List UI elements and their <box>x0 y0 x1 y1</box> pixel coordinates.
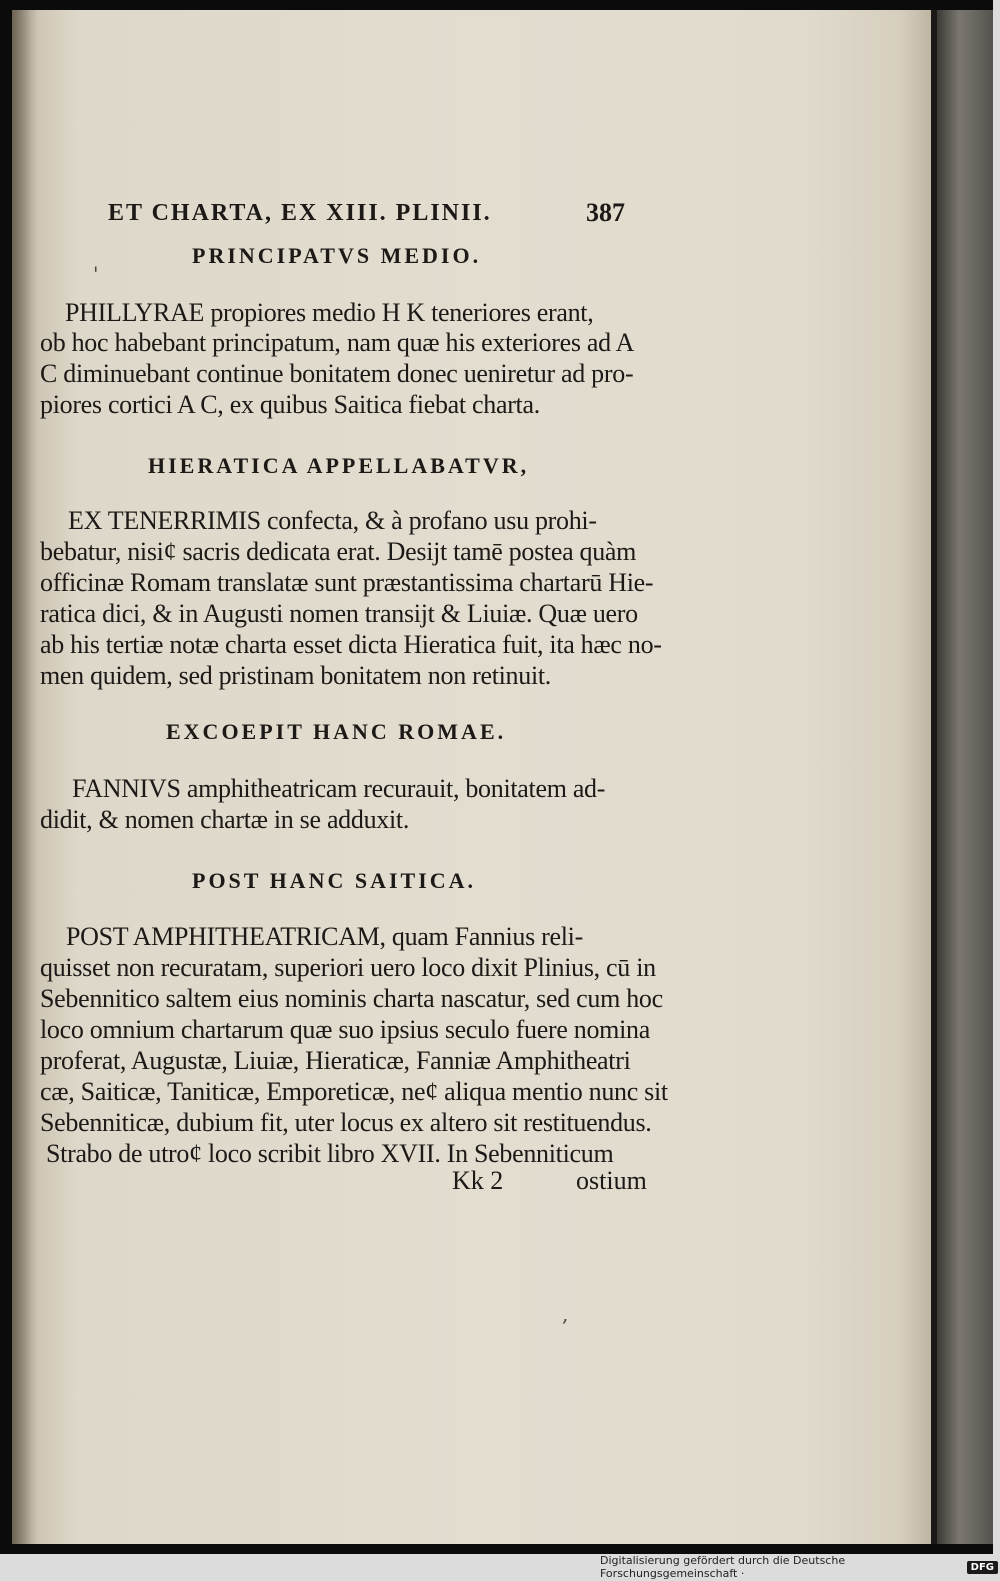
text-line: men quidem, sed pristinam bonitatem non retinuit. <box>40 661 551 690</box>
section-heading: POST HANC SAITICA. <box>192 868 477 893</box>
text-line: bebatur, nisi¢ sacris dedicata erat. Desijt tamē postea quàm <box>40 537 637 566</box>
text-line: Strabo de utro¢ loco scribit libro XVII. In Sebenniticum <box>46 1139 614 1168</box>
text-line: Sebenniticæ, dubium fit, uter locus ex altero sit restituendus. <box>40 1108 652 1137</box>
facing-page-edge <box>937 10 993 1544</box>
text-line: ab his tertiæ notæ charta esset dicta Hieratica fuit, ita hæc no- <box>40 630 662 659</box>
text-line: ratica dici, & in Augusti nomen transijt & Liuiæ. Quæ uero <box>40 599 638 628</box>
text-line: ob hoc habebant principatum, nam quæ his exteriores ad A <box>40 328 635 357</box>
section-heading: PRINCIPATVS MEDIO. <box>192 243 482 268</box>
text-line: quisset non recuratam, superiori uero loco dixit Plinius, cū in <box>40 953 656 982</box>
ink-speck: ' <box>93 262 99 286</box>
text-line: EX TENERRIMIS confecta, & à profano usu prohi- <box>68 506 597 535</box>
folio-number: 387 <box>586 198 625 227</box>
gutter-shadow <box>12 10 38 1544</box>
signature-mark: Kk 2 <box>452 1166 504 1195</box>
text-line: cæ, Saiticæ, Taniticæ, Emporeticæ, ne¢ aliqua mentio nunc sit <box>40 1077 668 1106</box>
text-line: POST AMPHITHEATRICAM, quam Fannius reli- <box>66 922 583 951</box>
text-line: PHILLYRAE propiores medio H K teneriores erant, <box>65 298 594 327</box>
credit-text: Digitalisierung gefördert durch die Deutsche Forschungsgemeinschaft · <box>600 1554 846 1580</box>
ink-speck: , <box>562 1302 569 1326</box>
catchword: ostium <box>576 1166 647 1195</box>
text-line: FANNIVS amphitheatricam recurauit, bonitatem ad- <box>72 774 606 803</box>
text-line: proferat, Augustæ, Liuiæ, Hieraticæ, Fanniæ Amphitheatri <box>40 1046 631 1075</box>
dfg-logo: DFG <box>967 1561 998 1574</box>
text-line: officinæ Romam translatæ sunt præstantissima chartarū Hie- <box>40 568 654 597</box>
section-heading: HIERATICA APPELLABATVR, <box>148 453 530 478</box>
text-line: didit, & nomen chartæ in se adduxit. <box>40 805 410 834</box>
text-line: piores cortici A C, ex quibus Saitica fiebat charta. <box>40 390 540 419</box>
digitization-credit <box>600 1556 998 1578</box>
text-line: Sebennitico saltem eius nominis charta nascatur, sed cum hoc <box>40 984 663 1013</box>
section-heading: EXCOEPIT HANC ROMAE. <box>166 719 507 744</box>
running-head-title: ET CHARTA, EX XIII. PLINII. <box>108 200 492 226</box>
text-line: C diminuebant continue bonitatem donec ueniretur ad pro- <box>40 359 634 388</box>
text-line: loco omnium chartarum quæ suo ipsius seculo fuere nomina <box>40 1015 650 1044</box>
